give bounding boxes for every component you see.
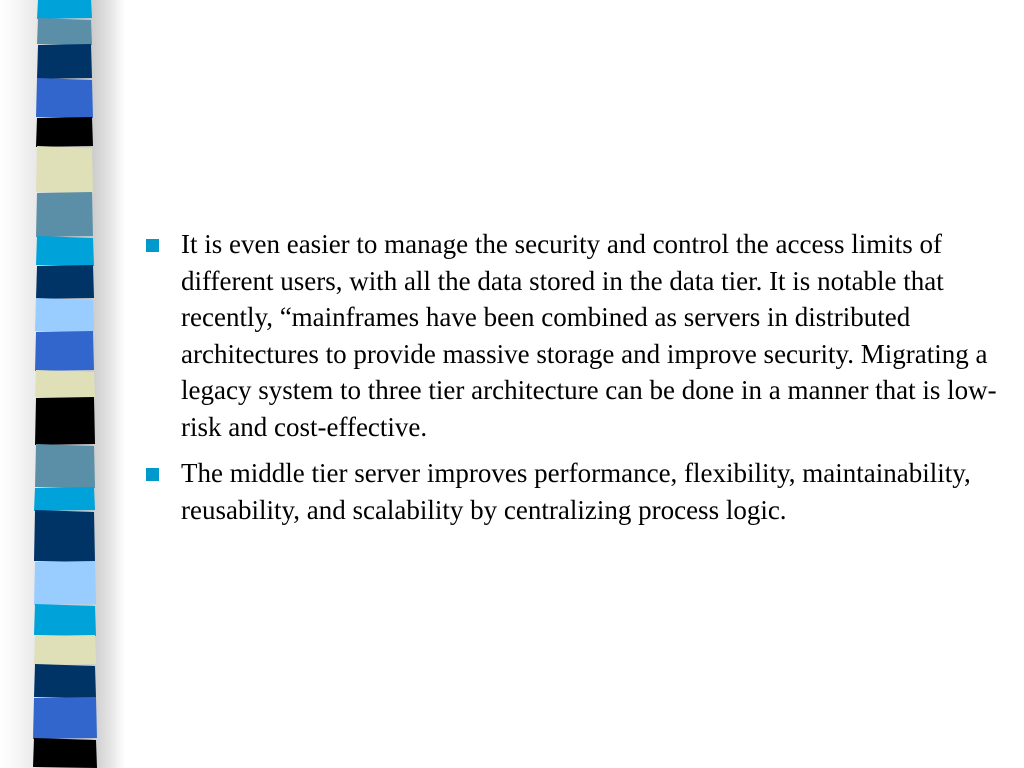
decorative-color-block [37,0,92,19]
decorative-color-block [35,397,95,445]
bullet-item [140,455,1000,528]
decorative-color-block [34,664,96,698]
decorative-color-block [35,444,95,488]
decorative-color-block [36,78,93,118]
decorative-color-block [36,146,93,193]
decorative-color-block [36,265,94,299]
decorative-color-block [37,18,92,45]
decorative-color-block [33,697,97,739]
bullet-item [140,226,1000,445]
square-bullet-icon [146,468,159,481]
decorative-color-block [34,604,96,636]
decorative-color-block [37,44,92,79]
decorative-color-block [36,117,93,147]
decorative-color-block [36,192,93,237]
decorative-color-block [35,370,95,398]
square-bullet-icon [146,239,159,252]
bullet-text: It is even easier to manage the security and control the access limits of different users, with all the data stored in the data tier. It is notable that recently, “mainframes have been combined as servers in distributed architectures to provide massive storage and improve security. Migrating a legacy system to three tier architecture can be done in a manner that is low-risk and cost-effective. [181,229,997,442]
decorative-color-block [34,510,95,562]
decorative-color-block [35,331,94,371]
slide-body [140,226,1000,538]
decorative-color-block [34,487,95,511]
decorative-color-block [35,298,94,332]
bullet-list [140,226,1000,528]
decorative-color-block [33,738,97,768]
decorative-color-block [36,236,94,266]
decorative-color-block [34,561,96,605]
bullet-text: The middle tier server improves performance, flexibility, maintainability, reusability, and scalability by centralizing process logic. [181,458,971,525]
decorative-color-bar [0,0,125,768]
decorative-color-block [34,635,96,665]
